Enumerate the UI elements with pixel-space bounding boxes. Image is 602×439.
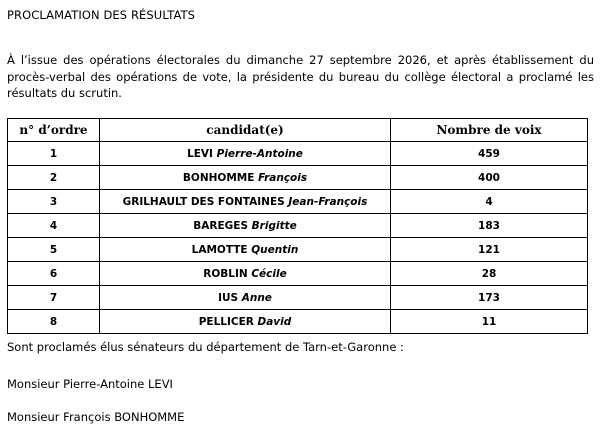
table-row	[8, 214, 588, 238]
column-header-order: n° d’ordre	[8, 119, 100, 142]
candidate-surname: BAREGES	[193, 219, 249, 232]
order-cell: 5	[8, 238, 100, 262]
order-cell: 7	[8, 286, 100, 310]
intro-paragraph: À l’issue des opérations électorales du dimanche 27 septembre 2026, et après établissement du procès-verbal des opérations de vote, la présidente du bureau du collège électoral a proclamé les résultats du scrutin.	[7, 53, 594, 100]
table-row	[8, 190, 588, 214]
elected-senator: Monsieur François BONHOMME	[7, 410, 185, 424]
table-row	[8, 286, 588, 310]
candidate-surname: PELLICER	[198, 315, 254, 328]
order-cell: 2	[8, 166, 100, 190]
candidate-surname: LEVI	[187, 147, 213, 160]
candidate-cell	[100, 166, 391, 190]
order-cell: 8	[8, 310, 100, 334]
order-cell: 3	[8, 190, 100, 214]
votes-cell: 121	[391, 238, 588, 262]
votes-cell: 183	[391, 214, 588, 238]
votes-cell: 28	[391, 262, 588, 286]
candidate-cell	[100, 238, 391, 262]
table-header-row	[8, 119, 588, 142]
candidate-surname: ROBLIN	[203, 267, 248, 280]
candidate-firstname: David	[257, 315, 292, 328]
results-table	[7, 118, 588, 334]
candidate-cell	[100, 262, 391, 286]
table-row	[8, 238, 588, 262]
candidate-cell	[100, 142, 391, 166]
votes-cell: 400	[391, 166, 588, 190]
candidate-firstname: Anne	[241, 291, 272, 304]
candidate-cell	[100, 310, 391, 334]
candidate-firstname: Brigitte	[251, 219, 297, 232]
candidate-surname: LAMOTTE	[191, 243, 248, 256]
candidate-firstname: François	[258, 171, 308, 184]
candidate-firstname: Cécile	[251, 267, 287, 280]
table-row	[8, 142, 588, 166]
candidate-cell	[100, 190, 391, 214]
candidate-firstname: Quentin	[251, 243, 299, 256]
votes-cell: 173	[391, 286, 588, 310]
column-header-votes: Nombre de voix	[391, 119, 588, 142]
candidate-cell	[100, 286, 391, 310]
votes-cell: 4	[391, 190, 588, 214]
candidate-surname: BONHOMME	[182, 171, 255, 184]
section-heading: PROCLAMATION DES RÉSULTATS	[7, 8, 196, 22]
column-header-candidate: candidat(e)	[100, 119, 391, 142]
elected-senator: Monsieur Pierre-Antoine LEVI	[7, 377, 173, 391]
table-row	[8, 262, 588, 286]
order-cell: 4	[8, 214, 100, 238]
table-row	[8, 310, 588, 334]
candidate-surname: GRILHAULT DES FONTAINES	[122, 195, 285, 208]
table-row	[8, 166, 588, 190]
order-cell: 1	[8, 142, 100, 166]
candidate-firstname: Pierre-Antoine	[216, 147, 303, 160]
order-cell: 6	[8, 262, 100, 286]
candidate-firstname: Jean-François	[288, 195, 368, 208]
candidate-surname: IUS	[218, 291, 239, 304]
votes-cell: 459	[391, 142, 588, 166]
votes-cell: 11	[391, 310, 588, 334]
proclamation-statement: Sont proclamés élus sénateurs du département de Tarn-et-Garonne :	[7, 340, 404, 354]
candidate-cell	[100, 214, 391, 238]
